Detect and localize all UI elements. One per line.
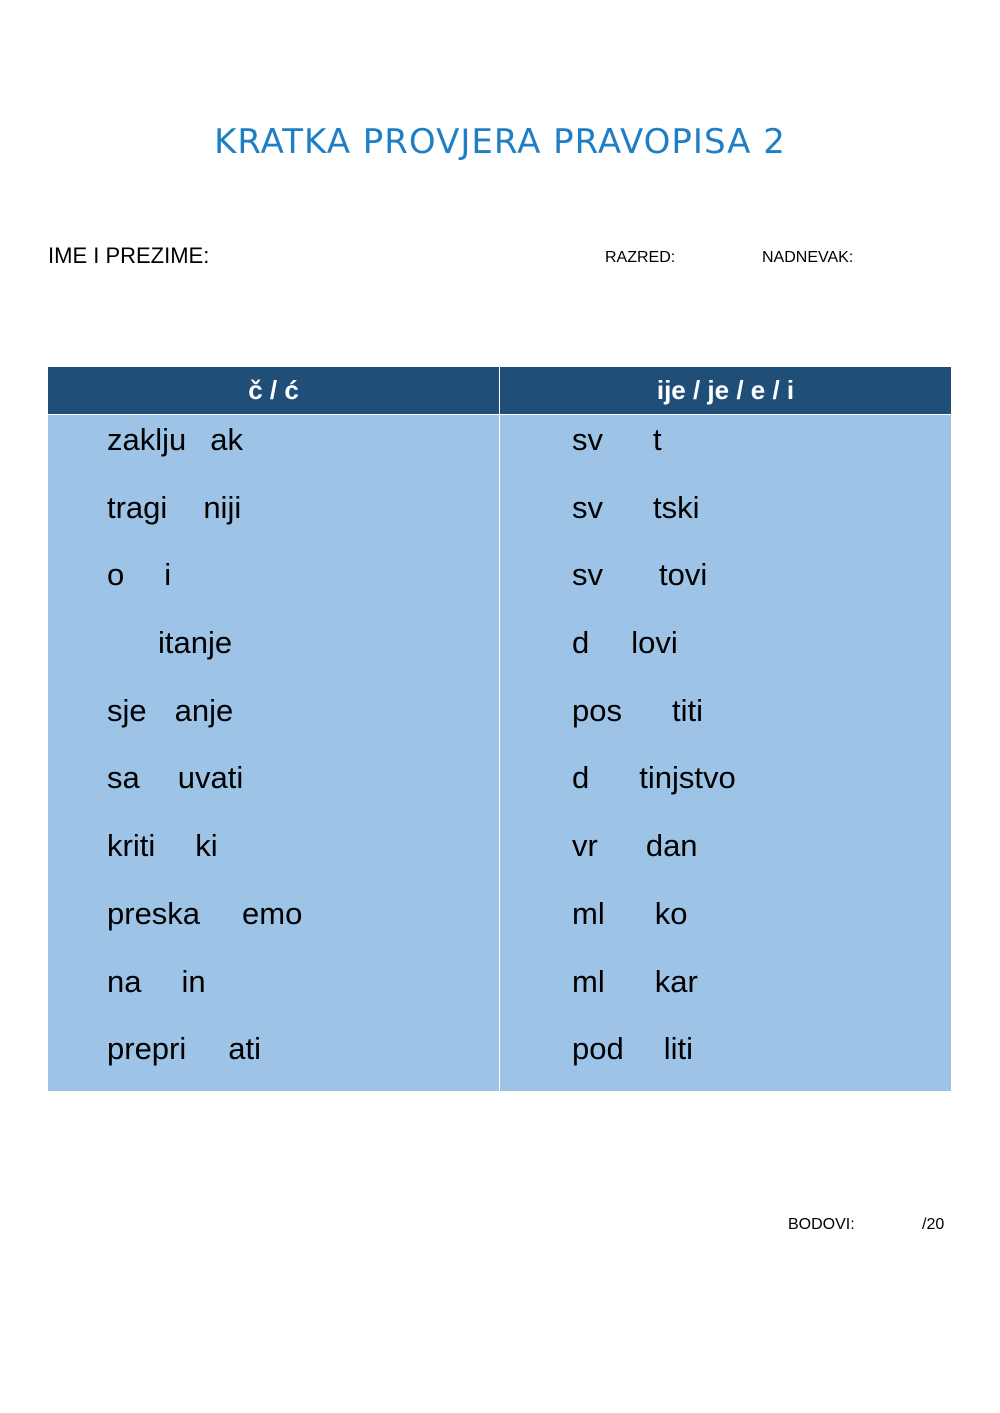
- word-part-start: sa: [107, 760, 140, 796]
- list-item: [107, 959, 302, 1027]
- word-part-start: sv: [572, 489, 603, 525]
- list-item: [107, 688, 302, 756]
- list-item: [107, 755, 302, 823]
- list-item: [107, 552, 302, 620]
- word-part-start: pod: [572, 1031, 624, 1067]
- list-item: [107, 823, 302, 891]
- word-part-start: kriti: [107, 828, 156, 864]
- word-part-end: uvati: [177, 760, 244, 796]
- points-max: /20: [922, 1216, 945, 1233]
- word-part-end: niji: [203, 489, 242, 525]
- word-part-end: tski: [653, 489, 700, 525]
- word-part-end: dan: [645, 828, 698, 864]
- left-word-list: [107, 417, 302, 1094]
- name-label: IME I PREZIME:: [48, 243, 210, 268]
- list-item: [572, 485, 736, 553]
- word-part-start: na: [107, 963, 142, 999]
- list-item: [572, 688, 736, 756]
- word-part-end: kar: [654, 963, 698, 999]
- word-part-start: preska: [107, 895, 201, 931]
- word-part-end: t: [653, 422, 662, 457]
- list-item: [572, 620, 736, 688]
- word-part-end: ak: [210, 422, 244, 457]
- exercise-table: [48, 367, 951, 1091]
- list-item: [107, 620, 302, 688]
- word-part-start: vr: [572, 828, 598, 864]
- word-part-end: ati: [228, 1031, 262, 1067]
- list-item: [572, 891, 736, 959]
- column-header-c: č / ć: [48, 367, 499, 414]
- word-part-start: zaklju: [107, 422, 187, 457]
- word-part-end: ko: [654, 895, 688, 931]
- word-part-start: sje: [107, 692, 147, 728]
- list-item: [572, 755, 736, 823]
- list-item: [107, 417, 302, 485]
- word-part-start: d: [572, 760, 590, 796]
- word-part-start: ml: [572, 895, 605, 931]
- class-label: RAZRED:: [605, 249, 676, 266]
- points-label: BODOVI:: [788, 1216, 855, 1233]
- list-item: [107, 485, 302, 553]
- word-part-end: in: [181, 963, 206, 999]
- column-divider: [499, 367, 500, 1091]
- list-item: [107, 891, 302, 959]
- word-part-end: tinjstvo: [639, 760, 736, 796]
- page-title: KRATKA PROVJERA PRAVOPISA 2: [214, 122, 786, 162]
- right-word-list: [572, 417, 736, 1094]
- word-part-end: ki: [195, 828, 218, 864]
- word-part-end: i: [164, 557, 172, 593]
- word-part-end: titi: [671, 692, 703, 728]
- word-part-end: lovi: [631, 625, 678, 661]
- word-part-start: ml: [572, 963, 605, 999]
- list-item: [572, 823, 736, 891]
- word-part-end: itanje: [158, 625, 233, 661]
- word-part-start: pos: [572, 692, 622, 728]
- column-header-ije: ije / je / e / i: [500, 367, 951, 414]
- word-part-start: sv: [572, 557, 603, 593]
- list-item: [572, 1026, 736, 1094]
- word-part-end: tovi: [659, 557, 708, 593]
- word-part-end: liti: [663, 1031, 694, 1067]
- word-part-end: emo: [242, 895, 303, 931]
- list-item: [572, 959, 736, 1027]
- word-part-start: prepri: [107, 1031, 187, 1067]
- word-part-start: o: [107, 557, 125, 593]
- date-label: NADNEVAK:: [762, 249, 854, 266]
- word-part-end: anje: [174, 692, 234, 728]
- list-item: [572, 552, 736, 620]
- list-item: [572, 417, 736, 485]
- list-item: [107, 1026, 302, 1094]
- word-part-start: d: [572, 625, 590, 661]
- word-part-start: sv: [572, 422, 603, 457]
- word-part-start: tragi: [107, 489, 168, 525]
